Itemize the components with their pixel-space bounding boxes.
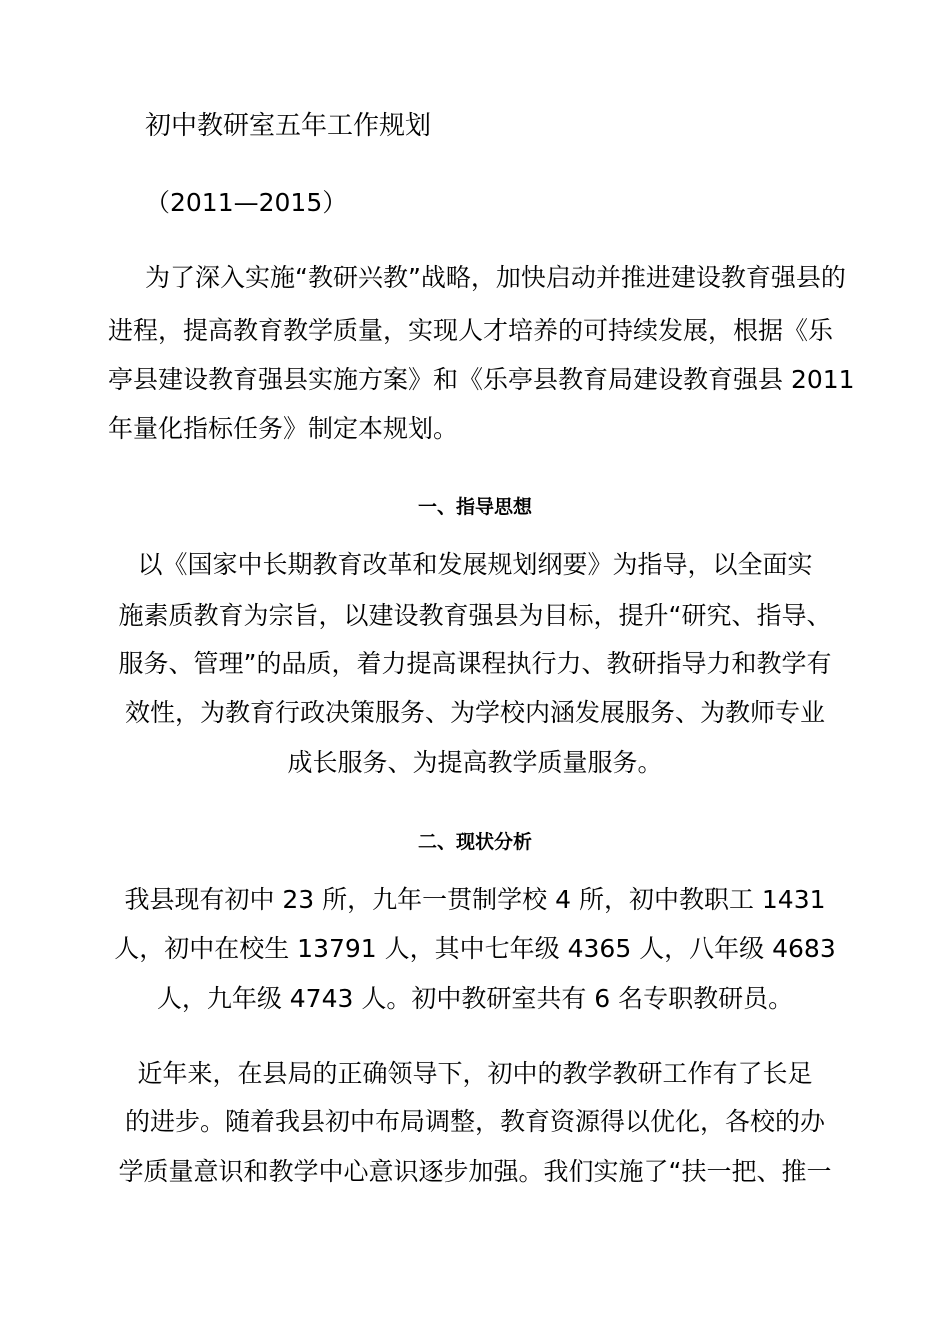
section1-line-5: 成长服务、为提高教学质量服务。 [287, 748, 663, 777]
section1-line-1: 以《国家中长期教育改革和发展规划纲要》为指导，以全面实 [137, 550, 813, 579]
section2-line-3: 人，九年级 4743 人。初中教研室共有 6 名专职教研员。 [156, 984, 794, 1013]
section2-line-1: 我县现有初中 23 所，九年一贯制学校 4 所，初中教职工 1431 [124, 885, 826, 914]
intro-line-4: 年量化指标任务》制定本规划。 [108, 414, 459, 443]
section1-line-3: 服务、管理”的品质，着力提高课程执行力、教研指导力和教学有 [118, 649, 832, 678]
section2-para2-line-1: 近年来，在县局的正确领导下，初中的教学教研工作有了长足 [137, 1059, 813, 1088]
section-heading-status-analysis: 二、现状分析 [417, 831, 532, 853]
intro-line-2: 进程，提高教育教学质量，实现人才培养的可持续发展，根据《乐 [108, 316, 834, 345]
section1-line-2: 施素质教育为宗旨，以建设教育强县为目标，提升“研究、指导、 [118, 601, 832, 630]
section2-line-2: 人，初中在校生 13791 人，其中七年级 4365 人，八年级 4683 [114, 934, 836, 963]
section-heading-guiding-ideology: 一、指导思想 [417, 496, 532, 518]
document-years: （2011—2015） [145, 188, 348, 217]
section1-line-4: 效性，为教育行政决策服务、为学校内涵发展服务、为教师专业 [124, 698, 825, 727]
intro-line-1: 为了深入实施“教研兴教”战略，加快启动并推进建设教育强县的 [145, 263, 846, 292]
section2-para2-line-3: 学质量意识和教学中心意识逐步加强。我们实施了“扶一把、推一 [118, 1157, 832, 1186]
section2-para2-line-2: 的进步。随着我县初中布局调整，教育资源得以优化，各校的办 [124, 1107, 825, 1136]
document-title: 初中教研室五年工作规划 [145, 111, 432, 141]
intro-line-3: 亭县建设教育强县实施方案》和《乐亭县教育局建设教育强县 2011 [108, 365, 855, 394]
